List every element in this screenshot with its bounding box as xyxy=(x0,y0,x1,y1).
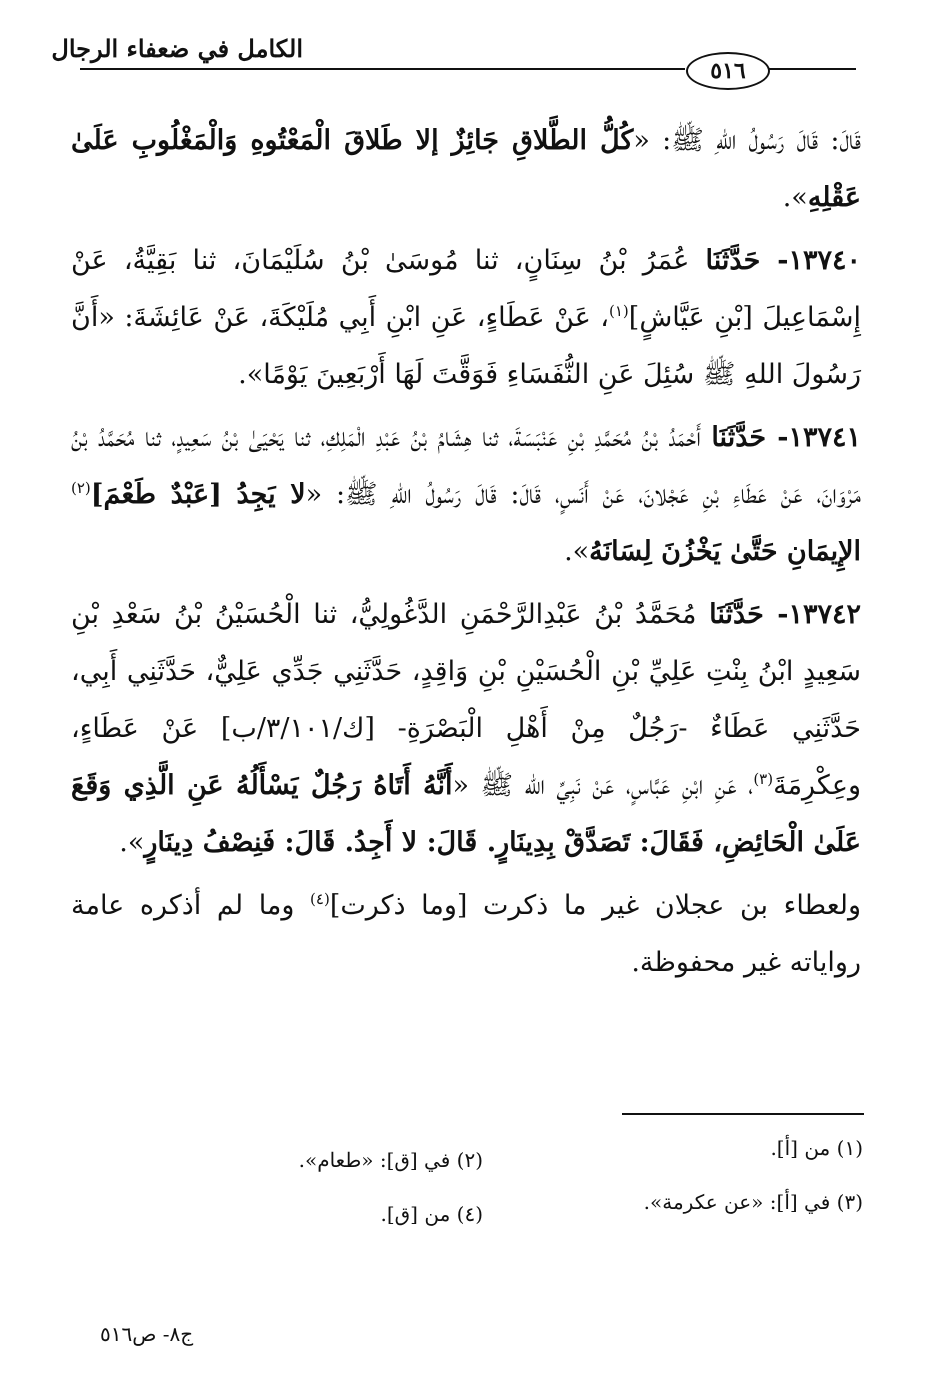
text-segment: ». xyxy=(782,182,808,213)
footnote-3: (٣) في [أ]: «عن عكرمة». xyxy=(643,1190,863,1214)
hadith-13742 xyxy=(71,586,861,871)
text-segment: ، عَنْ عَطَاءٍ، عَنِ ابْنِ أَبِي مُلَيْكَةَ، عَنْ عَائِشَةَ: «أَنَّ رَسُولَ اللهِ ﷺ سُئِلَ عَنِ النُّفَسَاءِ فَوَقَّتَ لَهَا أَرْبَعِينَ يَوْمًا». xyxy=(71,302,861,390)
paragraph-continuation xyxy=(71,112,861,226)
text-segment: قَالَ: قَالَ رَسُولُ اللهِ ﷺ: « xyxy=(633,125,861,156)
text-segment: أَحْمَدُ بْنُ مُحَمَّدِ بْنِ عَنْبَسَةَ، ثنا هِشَامُ بْنُ عَبْدِ الْمَلِكِ، ثنا يَحْيَىٰ بْنُ سَعِيدٍ، ثنا مُحَمَّدُ بْنُ مَرْوَانَ، عَنْ عَطَاءِ بْنِ عَجْلانَ، عَنْ أَنَسٍ، قَالَ: قَالَ رَسُولُ اللهِ ﷺ: « xyxy=(71,422,862,510)
text-segment: عُمَرُ بْنُ سِنَانٍ، ثنا مُوسَىٰ بْنُ سُلَيْمَانَ، ثنا بَقِيَّةُ، عَنْ إِسْمَاعِيلَ [بْنِ عَيَّاشٍ] xyxy=(71,245,861,333)
text-segment: ولعطاء بن عجلان غير ما ذكرت [وما ذكرت] xyxy=(329,890,861,921)
hadith-number: ١٣٧٤١- حَدَّثَنَا xyxy=(711,422,861,453)
hadith-text: أَنَّهُ أَتَاهُ رَجُلٌ يَسْأَلُهُ عَنِ الَّذِي وَقَعَ عَلَىٰ الْحَائِضِ، فَقَالَ: تَصَدَّقْ بِدِينَارٍ. قَالَ: لا أَجِدُ. قَالَ: فَنِصْفُ دِينَارٍ xyxy=(71,770,861,858)
footnote-2: (٢) في [ق]: «طعام». xyxy=(298,1148,483,1172)
page-reference: ج٨- ص٥١٦ xyxy=(100,1322,194,1346)
author-comment xyxy=(71,877,861,991)
hadith-text: كُلُّ الطَّلاقِ جَائِزٌ إلا طَلاقَ الْمَعْتُوهِ وَالْمَغْلُوبِ عَلَىٰ عَقْلِهِ xyxy=(71,125,861,213)
page-number: ٥١٦ xyxy=(686,52,770,90)
text-segment: ، عَنِ ابْنِ عَبَّاسٍ، عَنْ نَبِيِّ الله ﷺ « xyxy=(452,770,754,801)
footnote-4: (٤) من [ق]. xyxy=(380,1202,483,1226)
header-rule-right xyxy=(768,68,856,70)
hadith-number: ١٣٧٤٠- حَدَّثَنَا xyxy=(705,245,862,276)
footnote-marker: (٢) xyxy=(71,479,91,497)
text-segment: وما لم أذكره عامة رواياته غير محفوظة. xyxy=(71,890,861,978)
hadith-13741 xyxy=(71,409,861,580)
hadith-text: الإِيمَانِ حَتَّىٰ يَخْزُنَ لِسَانَهُ xyxy=(589,536,861,567)
footnote-marker: (٤) xyxy=(310,890,330,908)
hadith-13740 xyxy=(71,232,861,403)
header-rule-left xyxy=(80,68,685,70)
text-segment: ». xyxy=(119,827,145,858)
footnote-1: (١) من [أ]. xyxy=(770,1136,863,1160)
footnote-separator xyxy=(622,1113,864,1115)
text-segment: مُحَمَّدُ بْنُ عَبْدِالرَّحْمَنِ الدَّغُولِيُّ، ثنا الْحُسَيْنُ بْنُ سَعْدِ بْنِ سَعِيدٍ ابْنُ بِنْتِ عَلِيِّ بْنِ الْحُسَيْنِ بْنِ وَاقِدٍ، حَدَّثَنِي جَدِّي عَلِيٌّ، حَدَّثَنِي أَبِي، حَدَّثَنِي عَطَاءٌ -رَجُلٌ مِنْ أَهْلِ الْبَصْرَةِ- [ك/٣/١٠١/ب] عَنْ عَطَاءٍ، وعِكْرِمَةَ xyxy=(71,599,861,801)
hadith-text: لا يَجِدُ [عَبْدٌ طَعْمَ] xyxy=(90,479,306,510)
footnote-marker: (٣) xyxy=(753,770,774,788)
text-segment: ». xyxy=(564,536,590,567)
book-title: الكامل في ضعفاء الرجال xyxy=(51,34,303,63)
hadith-number: ١٣٧٤٢- حَدَّثَنَا xyxy=(709,599,861,630)
footnote-marker: (١) xyxy=(609,302,629,320)
main-text xyxy=(71,112,861,997)
